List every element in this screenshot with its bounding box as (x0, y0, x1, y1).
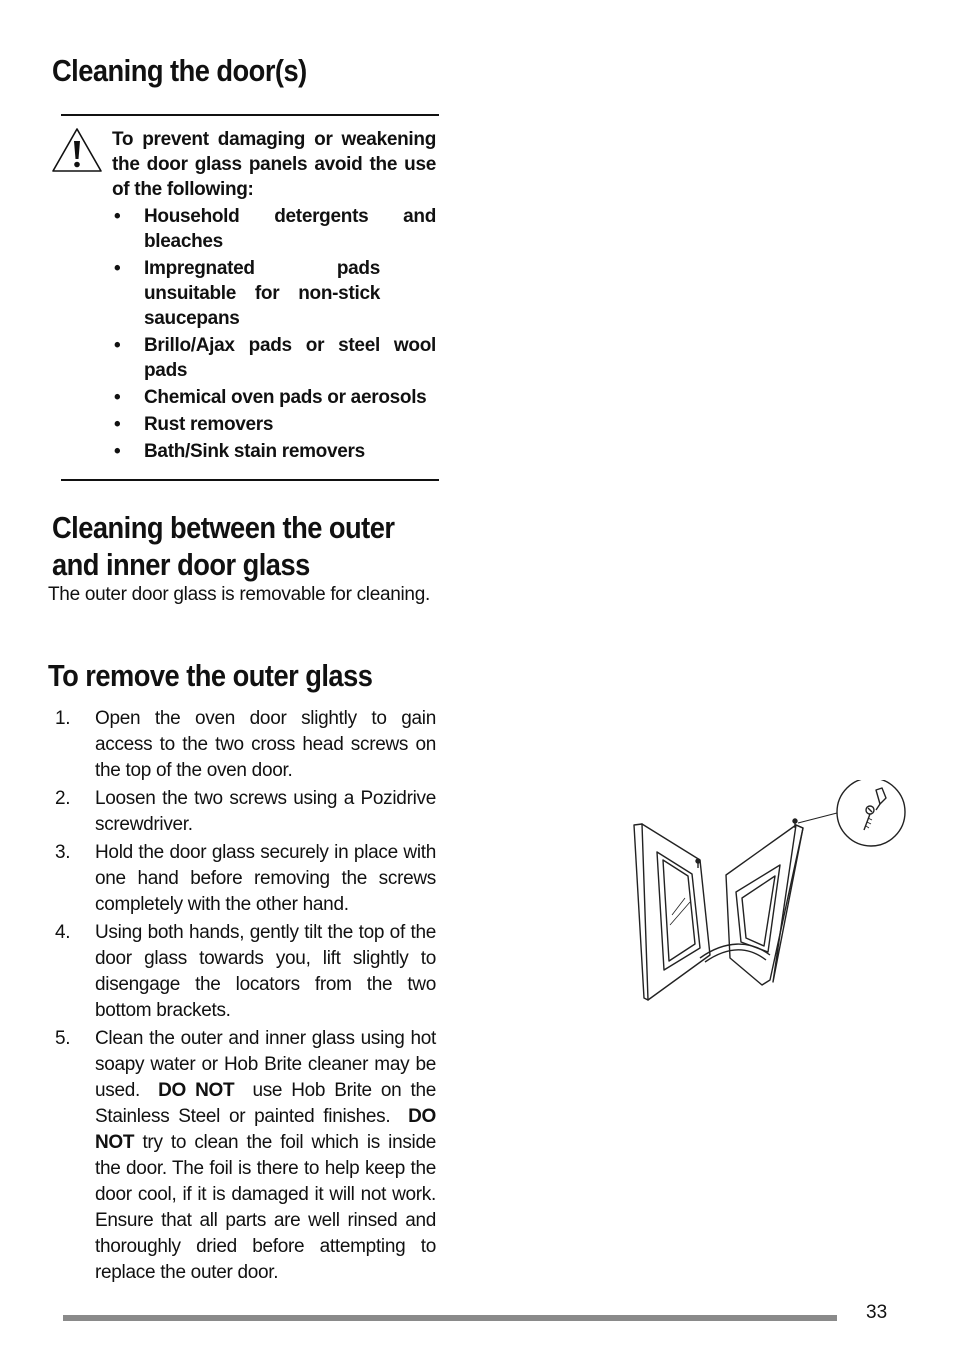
warning-list (112, 204, 436, 464)
step-item: 2. Loosen the two screws using a Pozidrive screwdriver. (55, 788, 436, 835)
step-item: 3. Hold the door glass securely in place with one hand before removing the screws completely with the other hand. (55, 842, 436, 915)
oven-door-glass-illustration (630, 780, 910, 1005)
steps-list (48, 706, 436, 1288)
step-item: 4. Using both hands, gently tilt the top of the door glass towards you, lift slightly to disengage the locators from the two bottom brackets. (55, 922, 436, 1021)
warning-bottom-rule (61, 479, 439, 481)
warning-item: • Bath/Sink stain removers (114, 441, 365, 462)
warning-item: • Impregnated pads unsuitable for non-stick saucepans (114, 258, 380, 329)
page-number: 33 (866, 1302, 888, 1323)
warning-triangle-icon (51, 127, 103, 173)
warning-intro: To prevent damaging or weakening the door glass panels avoid the use of the following: (112, 129, 436, 200)
heading-cleaning-door: Cleaning the door(s) (52, 53, 307, 88)
warning-item: • Brillo/Ajax pads or steel wool pads (114, 335, 436, 381)
warning-top-rule (61, 114, 439, 116)
heading-remove-outer-glass: To remove the outer glass (48, 658, 373, 693)
warning-item: • Rust removers (114, 414, 274, 435)
between-text: The outer door glass is removable for cleaning. (48, 584, 430, 605)
warning-item: • Chemical oven pads or aerosols (114, 387, 427, 408)
warning-item: • Household detergents and bleaches (114, 206, 436, 252)
warning-block (112, 127, 436, 464)
step-item: 1. Open the oven door slightly to gain access to the two cross head screws on the top of the oven door. (55, 708, 436, 781)
heading-cleaning-between: Cleaning between the outer and inner door glass (52, 510, 395, 582)
footer-bar (63, 1315, 837, 1321)
step-item: 5. Clean the outer and inner glass using hot soapy water or Hob Brite cleaner may be used. DO NOT use Hob Brite on the Stainless Steel or painted finishes. DO NOT try to clean the foil which is inside the door. The foil is there to help keep the door cool, if it is damaged it will not work. Ensure that all parts are well rinsed and thoroughly dried before attempting to replace the outer door. (55, 1028, 437, 1283)
